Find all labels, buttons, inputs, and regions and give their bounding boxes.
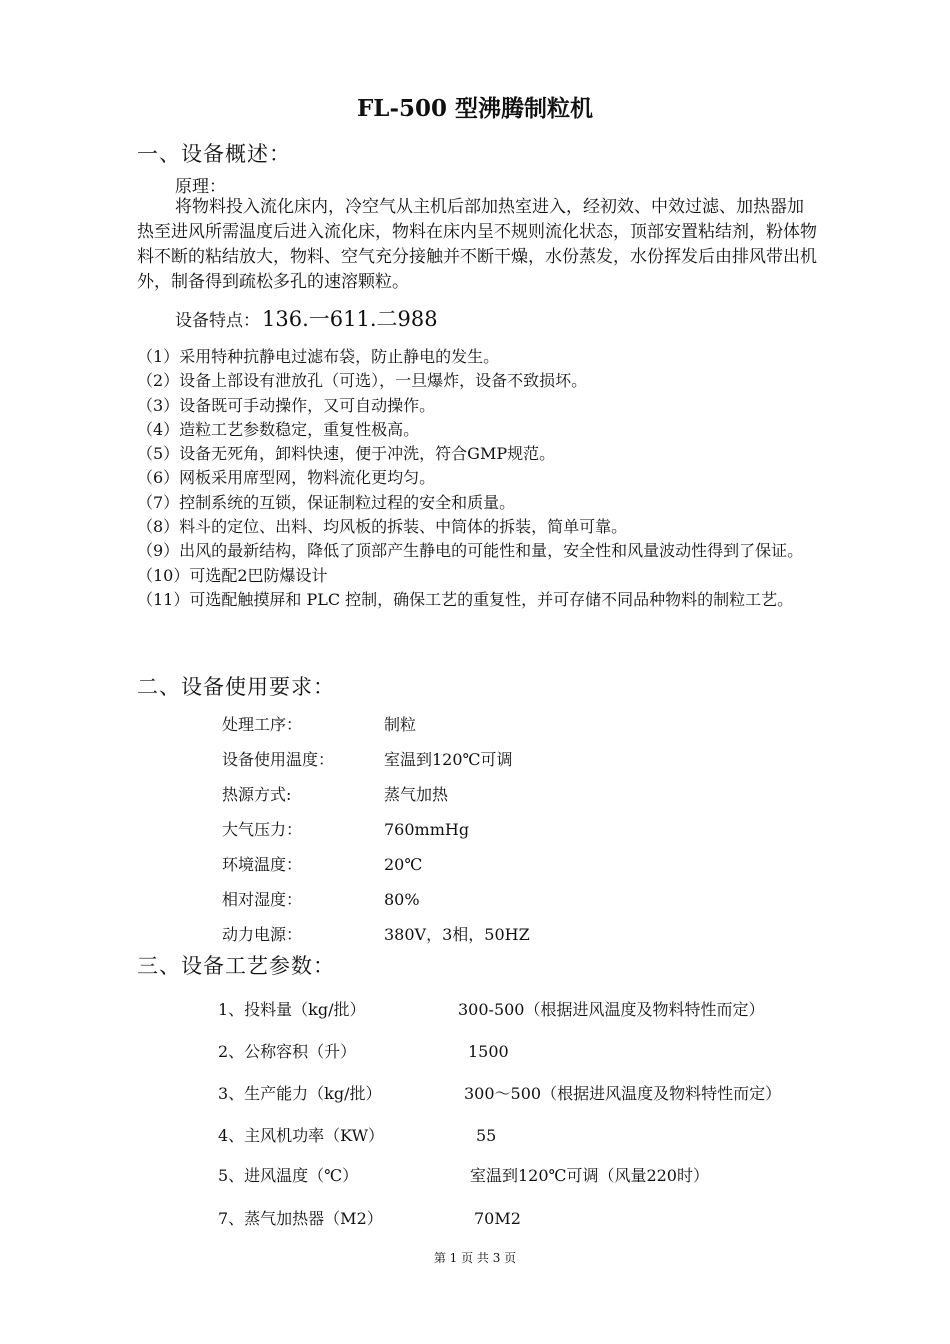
principle-label: 原理：: [175, 177, 226, 197]
features-label: 设备特点：: [175, 311, 260, 331]
feature-item: （2）设备上部设有泄放孔（可选），一旦爆炸，设备不致损坏。: [137, 371, 588, 391]
requirement-value: 760mmHg: [384, 820, 470, 839]
features-list: [137, 345, 817, 612]
param-key: 3、生产能力（kg/批）: [218, 1084, 382, 1103]
param-row: [218, 1163, 709, 1186]
requirement-value: 20℃: [384, 855, 423, 874]
requirement-key: 热源方式:: [222, 785, 292, 804]
param-value: 55: [476, 1126, 497, 1145]
requirement-row: [222, 712, 416, 735]
section3-heading: 三、设备工艺参数：: [137, 954, 335, 978]
param-key: 2、公称容积（升）: [218, 1042, 357, 1061]
features-label-line: [175, 303, 438, 333]
feature-item: （8）料斗的定位、出料、均风板的拆装、中筒体的拆装，简单可靠。: [137, 517, 628, 537]
feature-item: （11）可选配触摸屏和 PLC 控制，确保工艺的重复性，并可存储不同品种物料的制粒工艺。: [137, 589, 794, 609]
param-value: 300～500（根据进风温度及物料特性而定）: [464, 1084, 782, 1103]
param-row: [218, 1039, 509, 1062]
requirement-value: 室温到120℃可调: [384, 750, 513, 769]
param-value: 室温到120℃可调（风量220时）: [470, 1166, 709, 1185]
param-row: [218, 997, 765, 1020]
requirement-key: 相对湿度：: [222, 890, 303, 909]
param-row: [218, 1081, 781, 1104]
phone-number: 136.一611.二988: [262, 307, 438, 331]
param-key: 4、主风机功率（KW）: [218, 1126, 385, 1145]
requirement-value: 380V，3相，50HZ: [384, 925, 530, 944]
requirement-row: [222, 852, 422, 875]
page-title: FL-500 型沸腾制粒机: [356, 95, 594, 122]
param-key: 5、进风温度（℃）: [218, 1166, 359, 1185]
feature-item: （3）设备既可手动操作，又可自动操作。: [137, 395, 436, 415]
feature-item: （10）可选配2巴防爆设计: [137, 565, 328, 585]
feature-item: （1）采用特种抗静电过滤布袋，防止静电的发生。: [137, 347, 500, 366]
requirement-key: 设备使用温度：: [222, 750, 335, 769]
param-value: 70M2: [474, 1209, 521, 1228]
param-key: 7、蒸气加热器（M2）: [218, 1209, 383, 1228]
feature-item: （9）出风的最新结构，降低了顶部产生静电的可能性和量，安全性和风量波动性得到了保证。: [137, 541, 804, 561]
section2-heading: 二、设备使用要求：: [137, 675, 335, 699]
param-row: [218, 1123, 496, 1146]
requirement-value: 80%: [384, 890, 420, 909]
param-key: 1、投料量（kg/批）: [218, 1000, 366, 1019]
param-value: 1500: [468, 1042, 509, 1061]
requirement-key: 动力电源：: [222, 925, 303, 944]
requirement-row: [222, 887, 420, 910]
requirement-value: 蒸气加热: [384, 785, 449, 804]
requirement-key: 环境温度：: [222, 855, 303, 874]
feature-item: （6）网板采用席型网，物料流化更均匀。: [137, 468, 436, 488]
requirement-row: [222, 922, 530, 945]
page-footer: 第 1 页 共 3 页: [433, 1251, 517, 1265]
requirement-row: [222, 782, 448, 805]
feature-item: （7）控制系统的互锁，保证制粒过程的安全和质量。: [137, 492, 516, 512]
principle-text: 将物料投入流化床内，冷空气从主机后部加热室进入，经初效、中效过滤、加热器加热至进风所需温度后进入流化床，物料在床内呈不规则流化状态，顶部安置粘结剂，粉体物料不断的粘结放大，物料、空气充分接触并不断干燥，水份蒸发，水份挥发后由排风带出机外，制备得到疏松多孔的速溶颗粒。: [137, 197, 817, 292]
feature-item: （4）造粒工艺参数稳定，重复性极高。: [137, 419, 420, 439]
section1-heading: 一、设备概述：: [137, 142, 291, 166]
param-row: [218, 1206, 521, 1229]
requirement-value: 制粒: [384, 715, 417, 734]
requirement-key: 大气压力：: [222, 820, 303, 839]
feature-item: （5）设备无死角，卸料快速，便于冲洗，符合GMP规范。: [137, 444, 556, 464]
requirement-row: [222, 747, 512, 770]
requirement-key: 处理工序：: [222, 715, 303, 734]
requirement-row: [222, 817, 469, 840]
param-value: 300-500（根据进风温度及物料特性而定）: [458, 1000, 765, 1019]
